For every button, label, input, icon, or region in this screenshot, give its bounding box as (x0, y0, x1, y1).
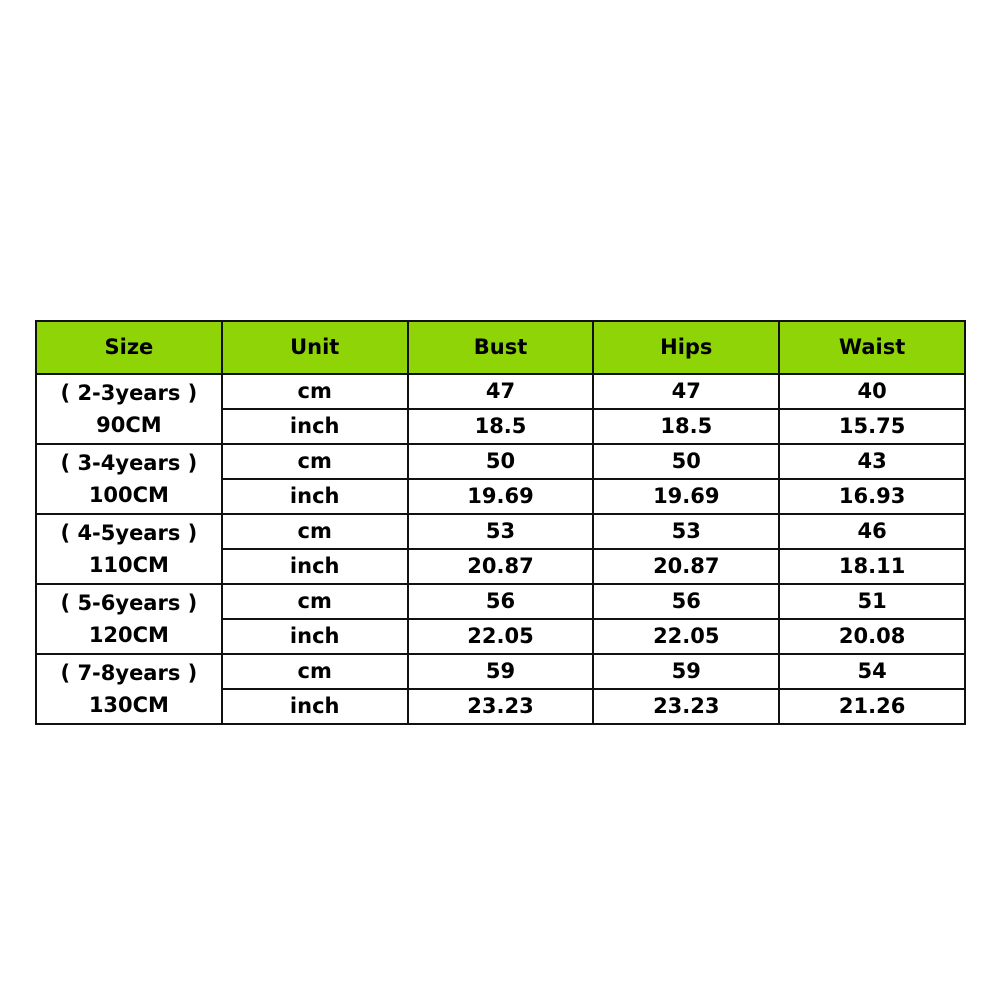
waist-cell: 43 (779, 444, 965, 479)
unit-cell: inch (222, 619, 408, 654)
unit-cell: inch (222, 409, 408, 444)
waist-cell: 15.75 (779, 409, 965, 444)
size-height: 90CM (96, 413, 162, 437)
table-row (36, 654, 965, 689)
unit-cell: inch (222, 479, 408, 514)
unit-cell: cm (222, 444, 408, 479)
bust-cell: 50 (408, 444, 594, 479)
table-row (36, 584, 965, 619)
header-waist: Waist (779, 321, 965, 374)
hips-cell: 22.05 (593, 619, 779, 654)
table-row (36, 374, 965, 409)
waist-cell: 51 (779, 584, 965, 619)
waist-cell: 40 (779, 374, 965, 409)
bust-cell: 47 (408, 374, 594, 409)
size-label-cell (36, 514, 222, 584)
size-label-cell (36, 584, 222, 654)
size-height: 120CM (88, 623, 169, 647)
size-label-cell (36, 444, 222, 514)
hips-cell: 59 (593, 654, 779, 689)
hips-cell: 19.69 (593, 479, 779, 514)
header-row (36, 321, 965, 374)
unit-cell: cm (222, 514, 408, 549)
waist-cell: 16.93 (779, 479, 965, 514)
size-label-cell (36, 654, 222, 724)
header-unit: Unit (222, 321, 408, 374)
bust-cell: 18.5 (408, 409, 594, 444)
size-age: ( 3-4years ) (60, 451, 198, 475)
bust-cell: 53 (408, 514, 594, 549)
size-age: ( 7-8years ) (60, 661, 198, 685)
table-row (36, 514, 965, 549)
size-height: 110CM (88, 553, 169, 577)
bust-cell: 23.23 (408, 689, 594, 724)
unit-cell: inch (222, 689, 408, 724)
size-label-cell (36, 374, 222, 444)
size-height: 100CM (88, 483, 169, 507)
bust-cell: 20.87 (408, 549, 594, 584)
unit-cell: inch (222, 549, 408, 584)
bust-cell: 19.69 (408, 479, 594, 514)
waist-cell: 46 (779, 514, 965, 549)
hips-cell: 18.5 (593, 409, 779, 444)
bust-cell: 56 (408, 584, 594, 619)
hips-cell: 47 (593, 374, 779, 409)
size-height: 130CM (88, 693, 169, 717)
hips-cell: 56 (593, 584, 779, 619)
hips-cell: 53 (593, 514, 779, 549)
size-age: ( 4-5years ) (60, 521, 198, 545)
bust-cell: 59 (408, 654, 594, 689)
size-chart-header (36, 321, 965, 374)
waist-cell: 18.11 (779, 549, 965, 584)
unit-cell: cm (222, 654, 408, 689)
header-size: Size (36, 321, 222, 374)
size-age: ( 5-6years ) (60, 591, 198, 615)
bust-cell: 22.05 (408, 619, 594, 654)
size-age: ( 2-3years ) (60, 381, 198, 405)
unit-cell: cm (222, 584, 408, 619)
size-chart-table (35, 320, 966, 725)
hips-cell: 23.23 (593, 689, 779, 724)
waist-cell: 21.26 (779, 689, 965, 724)
waist-cell: 54 (779, 654, 965, 689)
waist-cell: 20.08 (779, 619, 965, 654)
size-chart-body (36, 374, 965, 724)
hips-cell: 50 (593, 444, 779, 479)
unit-cell: cm (222, 374, 408, 409)
table-row (36, 444, 965, 479)
hips-cell: 20.87 (593, 549, 779, 584)
header-bust: Bust (408, 321, 594, 374)
header-hips: Hips (593, 321, 779, 374)
